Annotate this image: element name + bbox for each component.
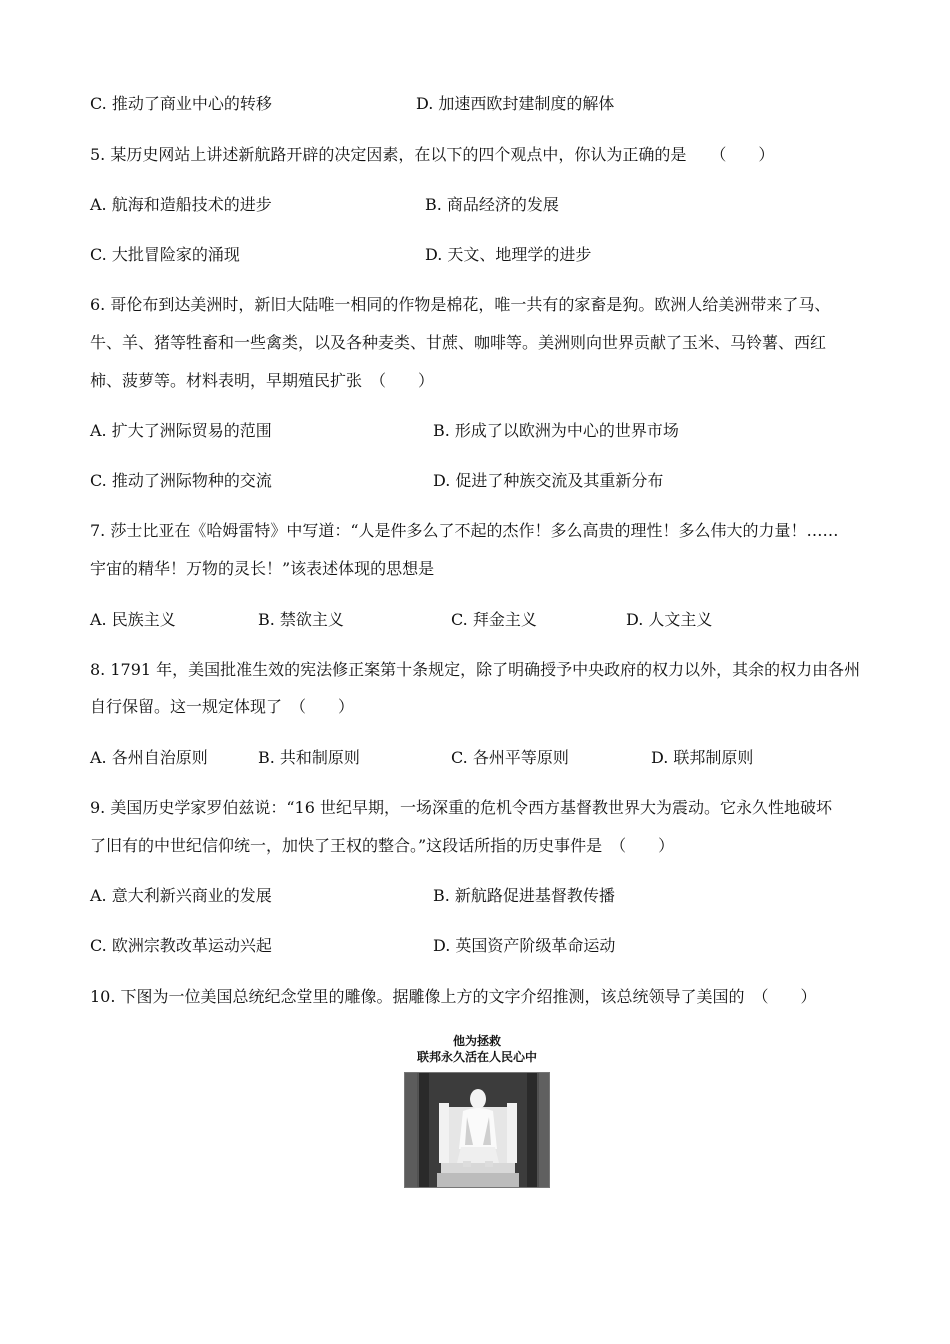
figure-caption-line2: 联邦永久活在人民心中	[416, 1050, 537, 1064]
q9-stem-line1: 9. 美国历史学家罗伯兹说：“16 世纪早期，一场深重的危机令西方基督教世界大为震动。它永久性地破坏	[90, 798, 832, 817]
q9-option-b: B. 新航路促进基督教传播	[433, 886, 615, 905]
q9-option-a: A. 意大利新兴商业的发展	[90, 886, 272, 905]
q7-stem-line2: 宇宙的精华！万物的灵长！”该表述体现的思想是	[90, 559, 435, 578]
q6-stem-line1: 6. 哥伦布到达美洲时，新旧大陆唯一相同的作物是棉花，唯一共有的家畜是狗。欧洲人给美洲带来了马、	[90, 295, 831, 314]
q7-option-c: C. 拜金主义	[451, 610, 537, 629]
q8-option-d: D. 联邦制原则	[651, 748, 754, 767]
q4-option-d: D. 加速西欧封建制度的解体	[416, 94, 615, 113]
q7-stem-line1: 7. 莎士比亚在《哈姆雷特》中写道：“人是件多么了不起的杰作！多么高贵的理性！多么伟大的力量！……	[90, 521, 839, 540]
statue-photo	[404, 1072, 550, 1188]
q6-stem-line3: 柿、菠萝等。材料表明，早期殖民扩张 （ ）	[90, 371, 435, 390]
statue-figure	[404, 1034, 550, 1188]
q8-stem-line1: 8. 1791 年，美国批准生效的宪法修正案第十条规定，除了明确授予中央政府的权力以外，其余的权力由各州	[90, 660, 861, 679]
q5-option-c: C. 大批冒险家的涌现	[90, 245, 240, 264]
q8-option-c: C. 各州平等原则	[451, 748, 569, 767]
q4-option-c: C. 推动了商业中心的转移	[90, 94, 272, 113]
q6-option-c: C. 推动了洲际物种的交流	[90, 471, 272, 490]
q6-option-b: B. 形成了以欧洲为中心的世界市场	[433, 421, 679, 440]
q5-option-a: A. 航海和造船技术的进步	[90, 195, 272, 214]
q5-stem: 5. 某历史网站上讲述新航路开辟的决定因素，在以下的四个观点中，你认为正确的是 （ ）	[90, 145, 775, 164]
q7-option-a: A. 民族主义	[90, 610, 176, 629]
q9-option-d: D. 英国资产阶级革命运动	[433, 936, 616, 955]
q10-stem: 10. 下图为一位美国总统纪念堂里的雕像。据雕像上方的文字介绍推测，该总统领导了美国的 （ ）	[90, 987, 817, 1006]
q8-option-a: A. 各州自治原则	[90, 748, 208, 767]
q8-option-b: B. 共和制原则	[258, 748, 360, 767]
q6-stem-line2: 牛、羊、猪等牲畜和一些禽类，以及各种麦类、甘蔗、咖啡等。美洲则向世界贡献了玉米、马铃薯、西红	[90, 333, 827, 352]
q6-option-a: A. 扩大了洲际贸易的范围	[90, 421, 272, 440]
figure-caption-line1: 他为拯救	[452, 1034, 501, 1048]
q5-option-d: D. 天文、地理学的进步	[425, 245, 592, 264]
q7-option-d: D. 人文主义	[626, 610, 713, 629]
q9-stem-line2: 了旧有的中世纪信仰统一，加快了王权的整合。”这段话所指的历史事件是 （ ）	[90, 836, 675, 855]
q8-stem-line2: 自行保留。这一规定体现了 （ ）	[90, 697, 355, 716]
q7-option-b: B. 禁欲主义	[258, 610, 344, 629]
q6-option-d: D. 促进了种族交流及其重新分布	[433, 471, 664, 490]
q5-option-b: B. 商品经济的发展	[425, 195, 559, 214]
q9-option-c: C. 欧洲宗教改革运动兴起	[90, 936, 272, 955]
